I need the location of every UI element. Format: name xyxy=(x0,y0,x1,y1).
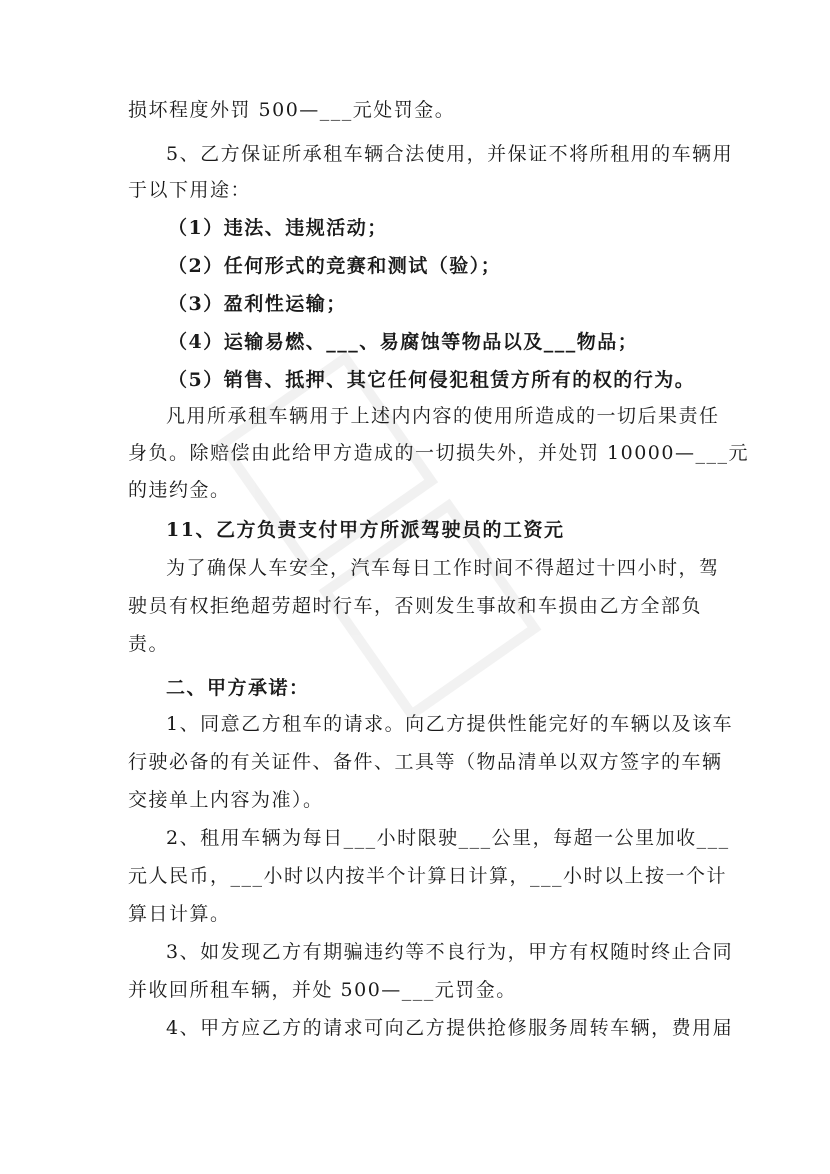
promise-4-line-1: 4、甲方应乙方的请求可向乙方提供抢修服务周转车辆，费用届 xyxy=(166,1017,734,1039)
list-item-5: （5）销售、抵押、其它任何侵犯租赁方所有的权的行为。 xyxy=(168,369,696,391)
promise-1-line-3: 交接单上内容为准）。 xyxy=(128,789,324,811)
promise-3-line-2: 并收回所租车辆，并处 500—___元罚金。 xyxy=(128,979,517,1001)
list-item-3: （3）盈利性运输； xyxy=(168,293,347,315)
promise-1-line-1: 1、同意乙方租车的请求。向乙方提供性能完好的车辆以及该车 xyxy=(166,713,734,735)
safety-paragraph-line-1: 为了确保人车安全，汽车每日工作时间不得超过十四小时，驾 xyxy=(166,557,720,579)
list-item-2: （2）任何形式的竞赛和测试（验）； xyxy=(168,255,502,277)
safety-paragraph-line-3: 责。 xyxy=(128,633,170,655)
liability-paragraph-line-2: 身负。除赔偿由此给甲方造成的一切损失外，并处罚 10000—___元 xyxy=(128,442,749,464)
promise-2-line-2: 元人民币，___小时以内按半个计算日计算，___小时以上按一个计 xyxy=(128,865,728,887)
list-item-4: （4）运输易燃、___、易腐蚀等物品以及___物品； xyxy=(168,331,639,353)
promise-3-line-1: 3、如发现乙方有期骗违约等不良行为，甲方有权随时终止合同 xyxy=(166,941,734,963)
clause-5-intro: 5、乙方保证所承租车辆合法使用，并保证不将所租用的车辆用 xyxy=(166,143,734,165)
liability-paragraph-line-3: 的违约金。 xyxy=(128,479,231,501)
liability-paragraph-line-1: 凡用所承租车辆用于上述内内容的使用所造成的一切后果责任 xyxy=(166,405,720,427)
clause-5-continued: 于以下用途： xyxy=(128,179,252,201)
section-2-heading: 二、甲方承诺： xyxy=(166,677,310,699)
clause-11-heading: 11、乙方负责支付甲方所派驾驶员的工资元 xyxy=(166,519,565,541)
promise-2-line-1: 2、租用车辆为每日___小时限驶___公里，每超一公里加收___ xyxy=(166,827,730,849)
text-line-1: 损坏程度外罚 500—___元处罚金。 xyxy=(128,99,456,121)
list-item-1: （1）违法、违规活动； xyxy=(168,217,388,239)
safety-paragraph-line-2: 驶员有权拒绝超劳超时行车，否则发生事故和车损由乙方全部负 xyxy=(128,595,703,617)
promise-2-line-3: 算日计算。 xyxy=(128,903,231,925)
promise-1-line-2: 行驶必备的有关证件、备件、工具等（物品清单以双方签字的车辆 xyxy=(128,751,723,773)
